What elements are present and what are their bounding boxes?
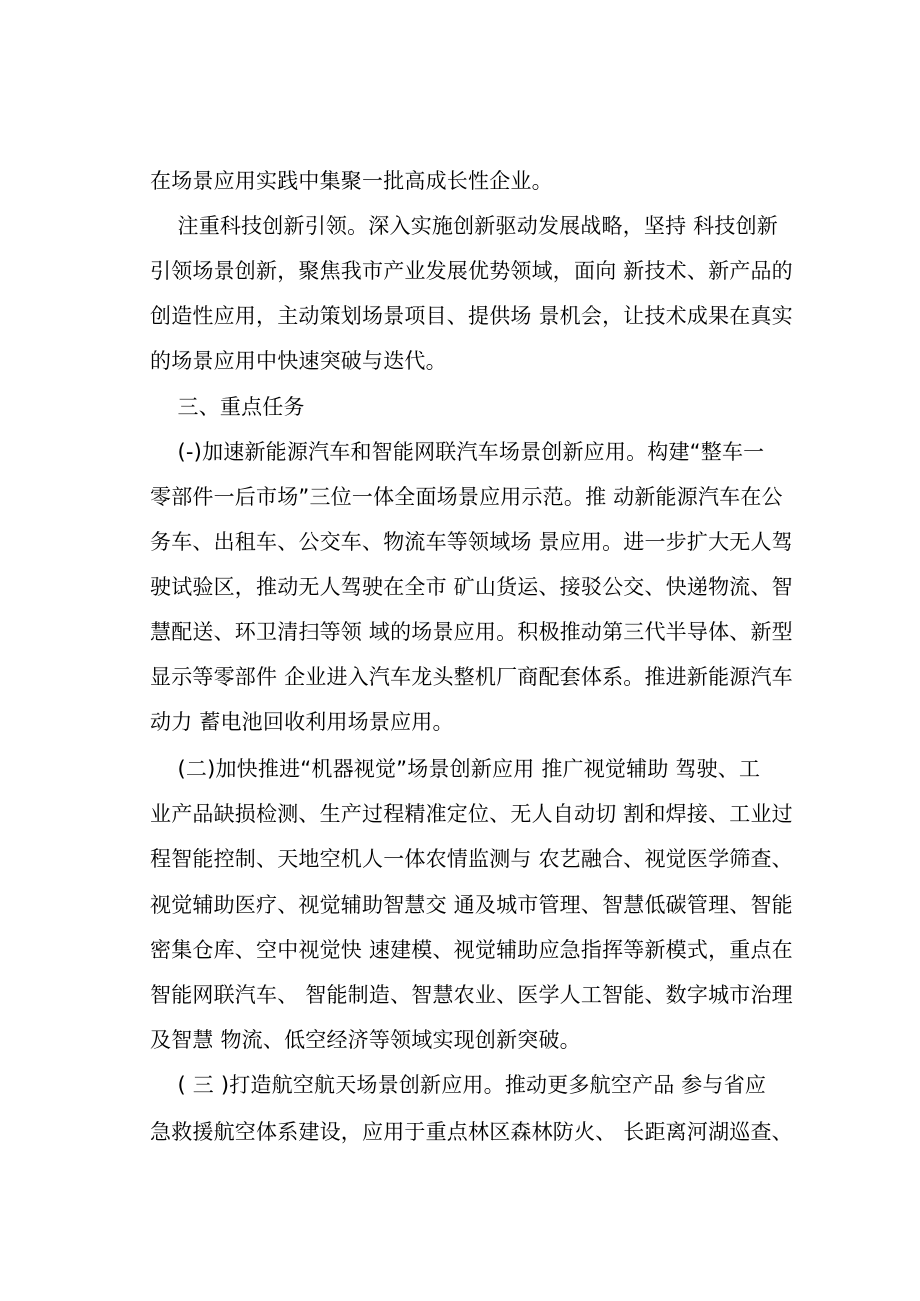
text-line: (二)加快推进“机器视觉”场景创新应用 推广视觉辅助 驾驶、工: [150, 757, 761, 781]
text-line: 业产品缺损检测、生产过程精准定位、无人自动切 割和焊接、工业过: [150, 802, 793, 826]
text-line: 急救援航空体系建设，应用于重点林区森林防火、 长距离河湖巡查、: [150, 1120, 793, 1144]
text-line: 驶试验区，推动无人驾驶在全市 矿山货运、接驳公交、快递物流、智: [150, 575, 793, 599]
text-line: 注重科技创新引领。深入实施创新驱动发展战略，坚持 科技创新: [150, 214, 778, 238]
text-line: ( 三 )打造航空航天场景创新应用。推动更多航空产品 参与省应: [150, 1073, 767, 1097]
text-line: 密集仓库、空中视觉快 速建模、视觉辅助应急指挥等新模式，重点在: [150, 938, 793, 962]
text-line: 在场景应用实践中集聚一批高成长性企业。: [150, 169, 553, 193]
text-line: 创造性应用，主动策划场景项目、提供场 景机会，让技术成果在真实: [150, 304, 793, 328]
text-line: 引领场景创新，聚焦我市产业发展优势领域，面向 新技术、新产品的: [150, 259, 793, 283]
text-line: 动力 蓄电池回收利用场景应用。: [150, 710, 454, 734]
text-line: 零部件一后市场”三位一体全面场景应用示范。推 动新能源汽车在公: [150, 485, 783, 509]
text-line: (-)加速新能源汽车和智能网联汽车场景创新应用。构建“整车一: [150, 440, 765, 464]
section-heading: 三、重点任务: [150, 395, 305, 419]
text-line: 程智能控制、天地空机人一体农情监测与 农艺融合、视觉医学筛查、: [150, 847, 793, 871]
text-line: 视觉辅助医疗、视觉辅助智慧交 通及城市管理、智慧低碳管理、智能: [150, 893, 793, 917]
text-line: 务车、出租车、公交车、物流车等领域场 景应用。进一步扩大无人驾: [150, 530, 793, 554]
text-line: 及智慧 物流、低空经济等领域实现创新突破。: [150, 1028, 581, 1052]
text-line: 智能网联汽车、 智能制造、智慧农业、医学人工智能、数字城市治理: [150, 983, 793, 1007]
text-line: 慧配送、环卫清扫等领 域的场景应用。积极推动第三代半导体、新型: [150, 620, 793, 644]
text-line: 的场景应用中快速突破与迭代。: [150, 349, 447, 373]
text-line: 显示等零部件 企业进入汽车龙头整机厂商配套体系。推进新能源汽车: [150, 665, 793, 689]
